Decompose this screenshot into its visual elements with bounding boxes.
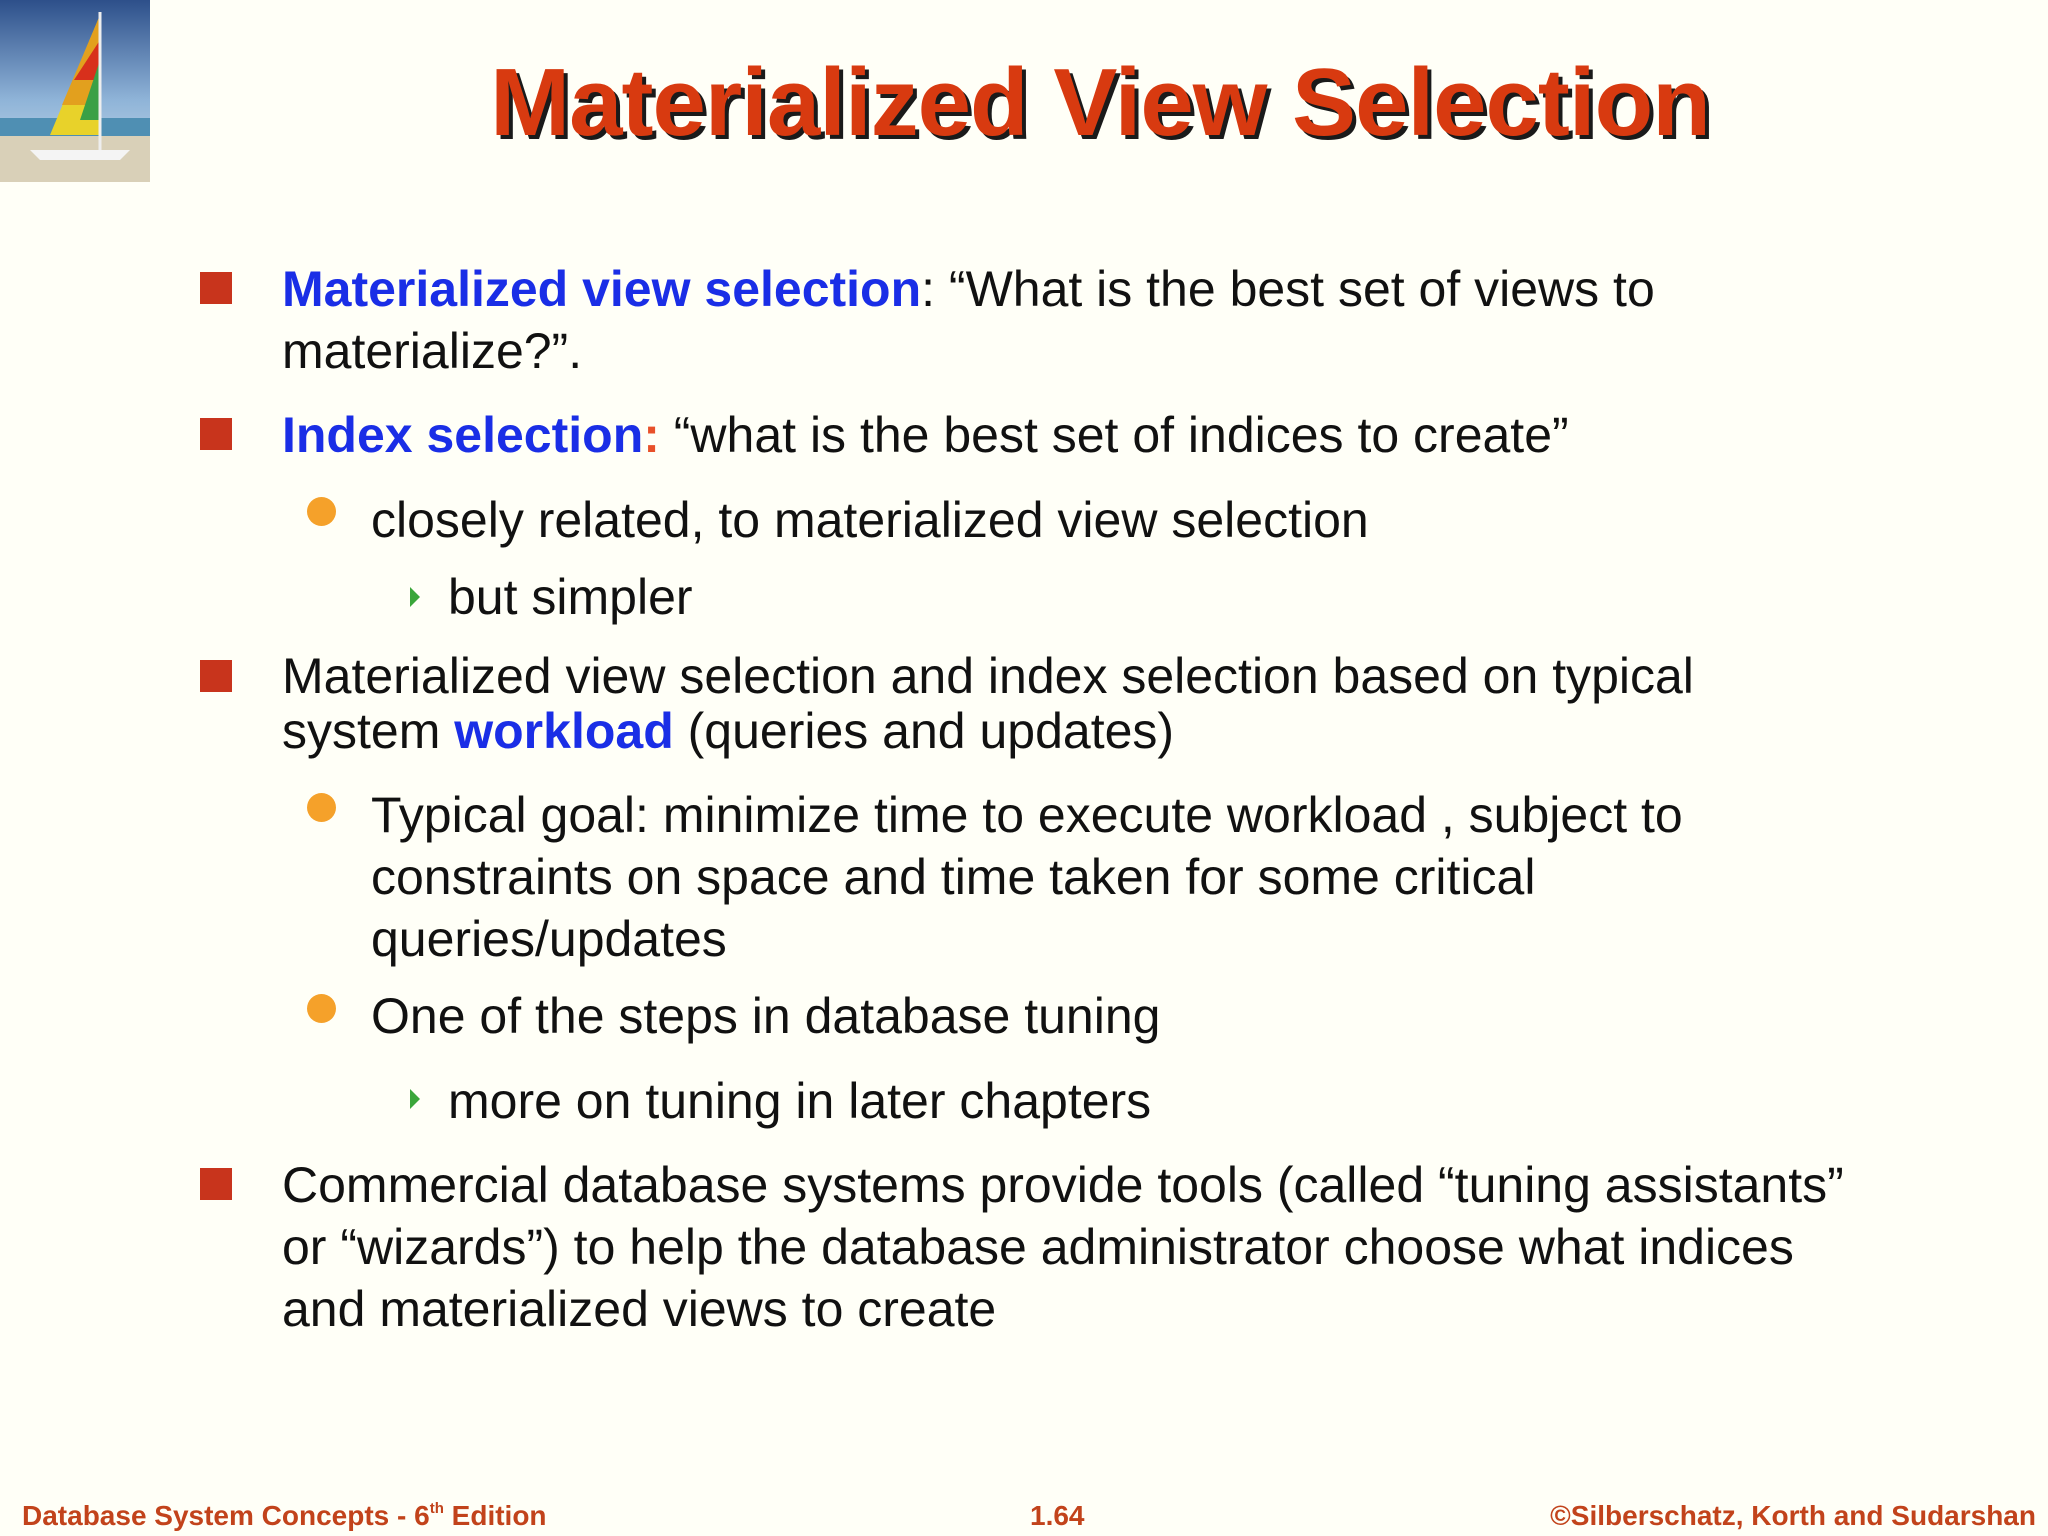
round-bullet-icon (307, 497, 336, 526)
sub-bullet-typical-goal-line1: Typical goal: minimize time to execute workload , subject to (371, 787, 1683, 843)
term-colon: : (643, 407, 660, 463)
term-index-selection: Index selection (282, 407, 644, 463)
footer-book-title-text: Database System Concepts - 6 (22, 1500, 430, 1531)
sub-sub-bullet-but-simpler: but simpler (448, 569, 693, 625)
arrow-bullet-icon (410, 587, 420, 607)
bullet-workload-line1: Materialized view selection and index selection based on typical (282, 648, 1694, 704)
arrow-bullet-icon (410, 1089, 420, 1109)
bullet-text: “what is the best set of indices to create” (659, 407, 1569, 463)
bullet-commercial-line3: and materialized views to create (282, 1281, 997, 1337)
footer-copyright: ©Silberschatz, Korth and Sudarshan (1550, 1500, 2036, 1531)
bullet-text: : “What is the best set of views to (921, 261, 1655, 317)
sub-sub-bullet-more-on-tuning: more on tuning in later chapters (448, 1073, 1152, 1129)
sub-bullet-database-tuning: One of the steps in database tuning (371, 988, 1161, 1044)
bullet-commercial-line1: Commercial database systems provide tools (called “tuning assistants” (282, 1157, 1844, 1213)
square-bullet-icon (200, 660, 232, 692)
square-bullet-icon (200, 418, 232, 450)
square-bullet-icon (200, 1168, 232, 1200)
bullet-materialized-view-selection (282, 258, 1655, 320)
slide-title: Materialized View Selection (490, 49, 1710, 156)
sailboat-logo (0, 0, 150, 182)
sub-bullet-typical-goal-line2: constraints on space and time taken for some critical (371, 849, 1536, 905)
footer-book-title (22, 1500, 547, 1532)
term-workload: workload (454, 703, 674, 759)
bullet-commercial-line2: or “wizards”) to help the database administrator choose what indices (282, 1219, 1794, 1275)
square-bullet-icon (200, 272, 232, 304)
bullet-text: system (282, 703, 455, 759)
sub-bullet-typical-goal-line3: queries/updates (371, 911, 727, 967)
bullet-index-selection (282, 404, 1569, 466)
sub-bullet-closely-related: closely related, to materialized view selection (371, 492, 1369, 548)
round-bullet-icon (307, 994, 336, 1023)
footer-page-number: 1.64 (1030, 1500, 1085, 1531)
round-bullet-icon (307, 793, 336, 822)
bullet-text-continued: materialize?”. (282, 323, 583, 379)
footer-edition-text: Edition (443, 1500, 547, 1531)
term-materialized-view-selection: Materialized view selection (282, 261, 922, 317)
bullet-text: (queries and updates) (673, 703, 1175, 759)
bullet-workload-line2 (282, 700, 1174, 762)
footer-edition-superscript: th (429, 1500, 444, 1517)
